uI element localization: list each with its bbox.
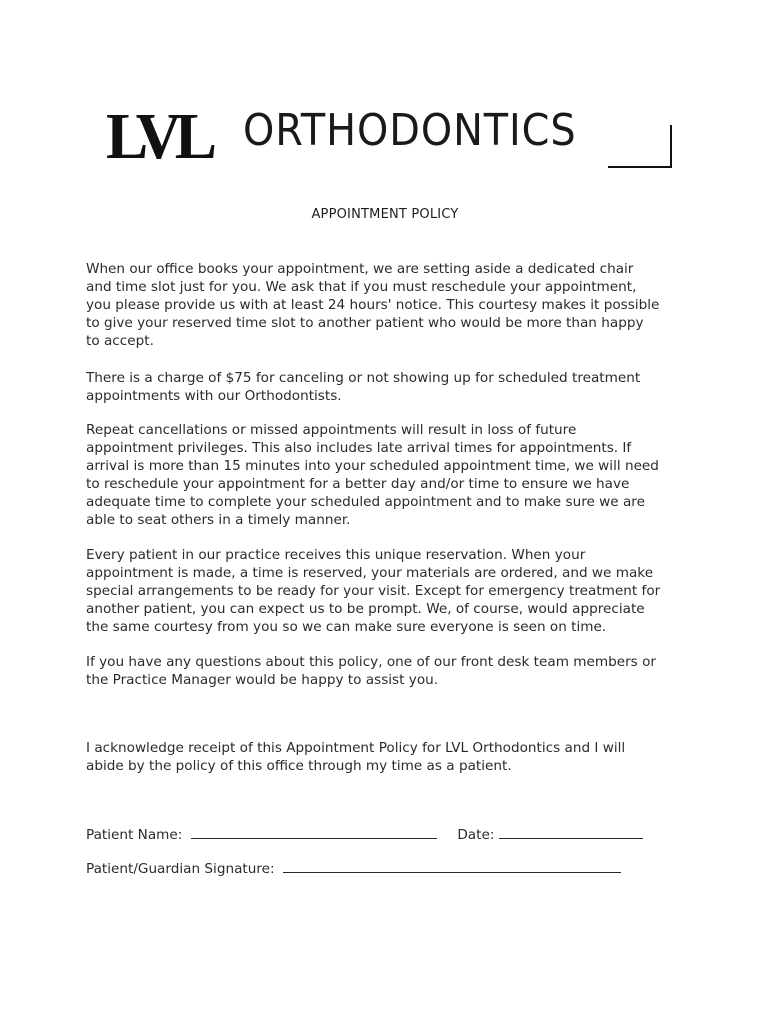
paragraph-line: you please provide us with at least 24 hours' notice. This courtesy makes it possible xyxy=(86,297,660,313)
paragraph-line: I acknowledge receipt of this Appointment Policy for LVL Orthodontics and I will xyxy=(86,740,626,756)
paragraph-line: the Practice Manager would be happy to assist you. xyxy=(86,672,439,688)
acknowledgement-paragraph xyxy=(86,739,691,775)
signature-field[interactable] xyxy=(283,859,621,873)
paragraph-line: arrival is more than 15 minutes into your scheduled appointment time, we will need xyxy=(86,458,659,474)
date-field[interactable] xyxy=(499,825,643,839)
paragraph-line: There is a charge of $75 for canceling or not showing up for scheduled treatment xyxy=(86,370,641,386)
practice-logo xyxy=(106,100,676,172)
paragraph-line: to give your reserved time slot to another patient who would be more than happy xyxy=(86,315,644,331)
paragraph-line: If you have any questions about this policy, one of our front desk team members or xyxy=(86,654,656,670)
paragraph-line: appointment is made, a time is reserved, your materials are ordered, and we make xyxy=(86,565,654,581)
patient-name-row xyxy=(86,825,643,844)
patient-name-field[interactable] xyxy=(191,825,437,839)
policy-paragraph-questions xyxy=(86,653,691,689)
logo-bracket-decoration xyxy=(608,125,672,168)
paragraph-line: special arrangements to be ready for your visit. Except for emergency treatment for xyxy=(86,583,661,599)
patient-name-label: Patient Name: xyxy=(86,827,183,843)
paragraph-line: When our office books your appointment, we are setting aside a dedicated chair xyxy=(86,261,634,277)
paragraph-line: Every patient in our practice receives this unique reservation. When your xyxy=(86,547,586,563)
policy-paragraph-charge xyxy=(86,369,691,405)
paragraph-line: abide by the policy of this office through my time as a patient. xyxy=(86,758,512,774)
paragraph-line: and time slot just for you. We ask that if you must reschedule your appointment, xyxy=(86,279,637,295)
policy-paragraph-reservation xyxy=(86,546,691,636)
paragraph-line: appointment privileges. This also includes late arrival times for appointments. If xyxy=(86,440,632,456)
policy-paragraph-booking xyxy=(86,260,691,350)
logo-mark: LVL xyxy=(106,100,211,173)
policy-paragraph-repeat-cancellations xyxy=(86,421,691,529)
paragraph-line: able to seat others in a timely manner. xyxy=(86,512,351,528)
paragraph-line: appointments with our Orthodontists. xyxy=(86,388,342,404)
paragraph-line: another patient, you can expect us to be prompt. We, of course, would appreciate xyxy=(86,601,645,617)
document-title: APPOINTMENT POLICY xyxy=(311,207,459,222)
paragraph-line: to reschedule your appointment for a better day and/or time to ensure we have xyxy=(86,476,630,492)
signature-label: Patient/Guardian Signature: xyxy=(86,861,275,877)
paragraph-line: Repeat cancellations or missed appointments will result in loss of future xyxy=(86,422,577,438)
logo-wordmark: ORTHODONTICS xyxy=(243,105,577,156)
paragraph-line: to accept. xyxy=(86,333,154,349)
paragraph-line: the same courtesy from you so we can make sure everyone is seen on time. xyxy=(86,619,607,635)
signature-row xyxy=(86,859,621,878)
date-label: Date: xyxy=(457,827,495,843)
paragraph-line: adequate time to complete your scheduled appointment and to make sure we are xyxy=(86,494,645,510)
